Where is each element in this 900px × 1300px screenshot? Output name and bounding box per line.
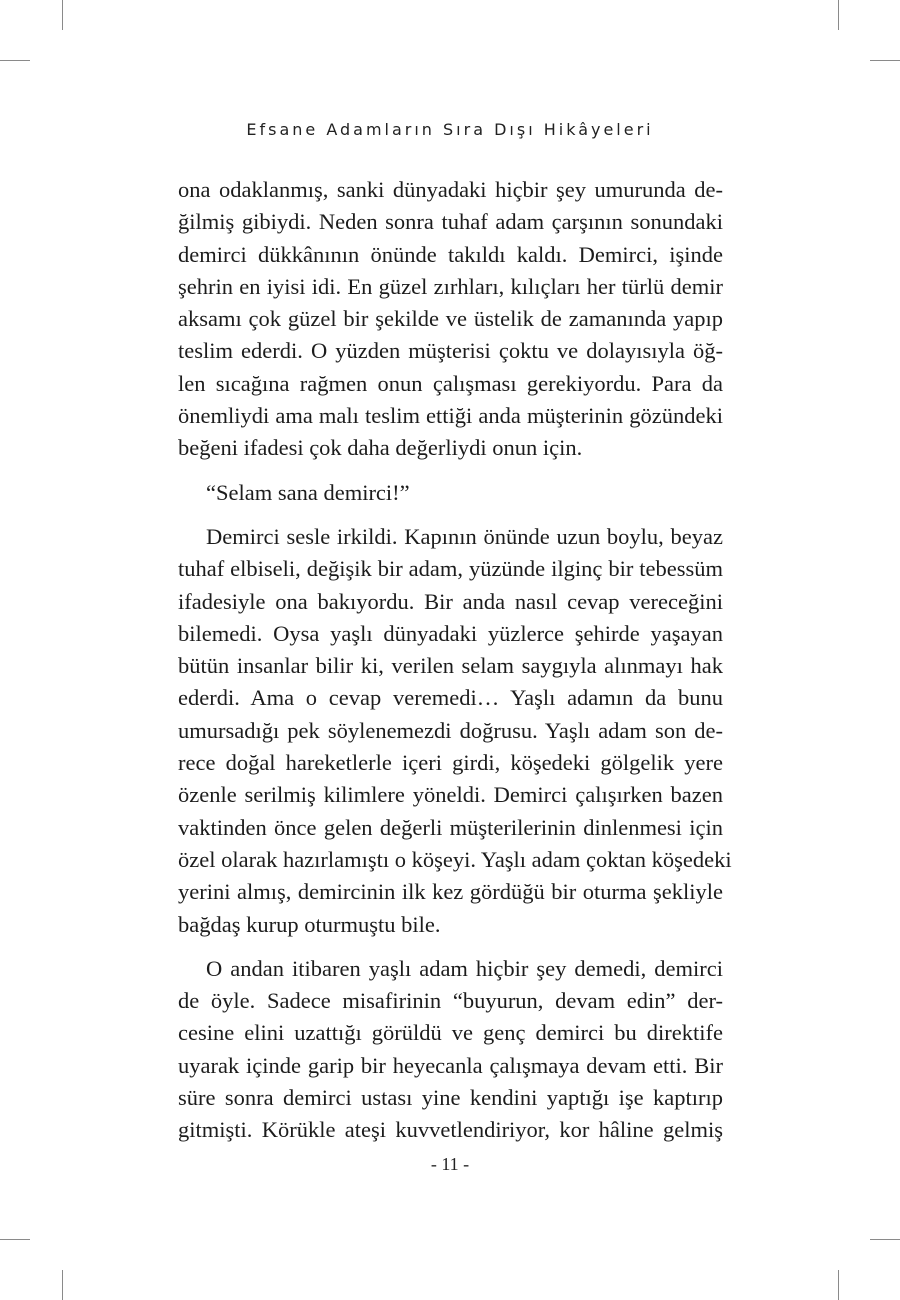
text-line: O andan itibaren yaşlı adam hiçbir şey demedi, demirci	[206, 955, 723, 981]
text-line: gitmişti. Körükle ateşi kuvvetlendiriyor, kor hâline gelmiş	[178, 1117, 723, 1143]
crop-mark-top-right	[838, 0, 839, 30]
crop-mark-bottom-right	[838, 1270, 839, 1300]
text-line: len sıcağına rağmen onun çalışması gerekiyordu. Para da	[178, 370, 723, 396]
text-line: ona odaklanmış, sanki dünyadaki hiçbir şey umurunda de-	[178, 177, 723, 202]
text-line: süre sonra demirci ustası yine kendini yaptığı işe kaptırıp	[178, 1085, 723, 1111]
text-line: bilemedi. Oysa yaşlı dünyadaki yüzlerce şehirde yaşayan	[178, 620, 723, 646]
text-line: vaktinden önce gelen değerli müşterilerinin dinlenmesi için	[178, 814, 723, 840]
text-line: ğilmiş gibiydi. Neden sonra tuhaf adam çarşının sonundaki	[178, 209, 723, 235]
crop-mark-left-lower	[0, 1239, 30, 1240]
text-line: yerini almış, demircinin ilk kez gördüğü bir oturma şekliyle	[178, 879, 723, 905]
crop-mark-right-upper	[870, 60, 900, 61]
text-line: rece doğal hareketlerle içeri girdi, köşedeki gölgelik yere	[178, 750, 723, 776]
crop-mark-top-left	[62, 0, 63, 30]
text-line: aksamı çok güzel bir şekilde ve üstelik de zamanında yapıp	[178, 306, 723, 332]
text-line: özenle serilmiş kilimlere yöneldi. Demirci çalışırken bazen	[178, 782, 723, 808]
text-line: ifadesiyle ona bakıyordu. Bir anda nasıl cevap vereceğini	[178, 588, 723, 614]
text-line: şehrin en iyisi idi. En güzel zırhları, kılıçları her türlü demir	[178, 273, 723, 299]
text-line: önemliydi ama malı teslim ettiği anda müşterinin gözündeki	[178, 403, 723, 429]
text-line: cesine elini uzattığı görüldü ve genç demirci bu direktife	[178, 1020, 723, 1046]
text-line: teslim ederdi. O yüzden müşterisi çoktu ve dolayısıyla öğ-	[178, 338, 723, 364]
page-number: - 11 -	[430, 1154, 470, 1174]
text-line: özel olarak hazırlamıştı o köşeyi. Yaşlı adam çoktan köşedeki	[178, 846, 732, 872]
text-line: bağdaş kurup oturmuştu bile.	[178, 911, 441, 937]
crop-mark-left-upper	[0, 60, 30, 61]
text-line: demirci dükkânının önünde takıldı kaldı. Demirci, işinde	[178, 241, 723, 267]
crop-mark-right-lower	[870, 1239, 900, 1240]
text-line: “Selam sana demirci!”	[206, 479, 410, 505]
crop-mark-bottom-left	[62, 1270, 63, 1300]
text-line: uyarak içinde garip bir heyecanla çalışmaya devam etti. Bir	[178, 1052, 723, 1078]
text-line: de öyle. Sadece misafirinin “buyurun, devam edin” der-	[178, 988, 723, 1014]
body-text	[178, 174, 732, 1147]
text-line: tuhaf elbiseli, değişik bir adam, yüzünde ilginç bir tebessüm	[178, 556, 723, 582]
running-head: Efsane Adamların Sıra Dışı Hikâyeleri	[246, 120, 654, 139]
text-line: beğeni ifadesi çok daha değerliydi onun için.	[178, 435, 583, 461]
text-line: ederdi. Ama o cevap veremedi… Yaşlı adamın da bunu	[178, 685, 723, 711]
text-line: bütün insanlar bilir ki, verilen selam saygıyla alınmayı hak	[178, 653, 723, 679]
text-line: umursadığı pek söylenemezdi doğrusu. Yaşlı adam son de-	[178, 717, 723, 743]
text-line: Demirci sesle irkildi. Kapının önünde uzun boylu, beyaz	[206, 523, 723, 549]
